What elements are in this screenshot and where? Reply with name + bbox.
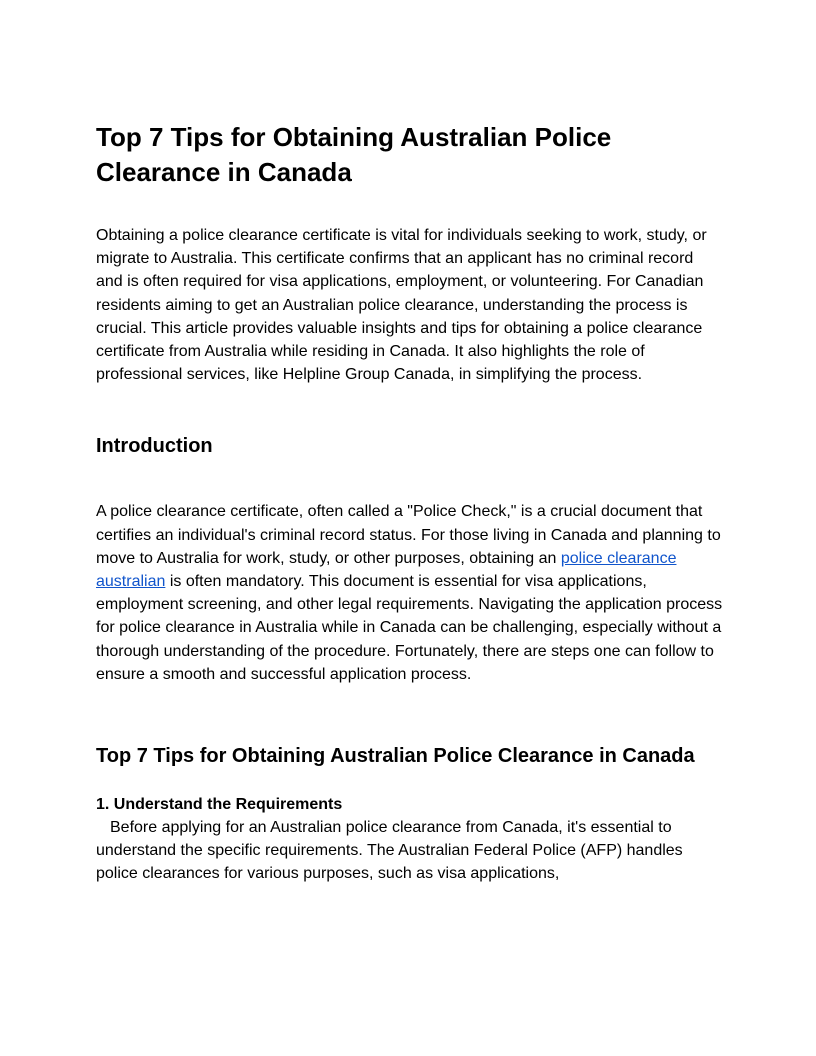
tips-section-heading: Top 7 Tips for Obtaining Australian Police Clearance in Canada <box>96 745 695 768</box>
document-page <box>96 120 724 886</box>
police-clearance-australian-link[interactable]: police clearance australian <box>96 549 677 591</box>
intro-paragraph: Obtaining a police clearance certificate is vital for individuals seeking to work, study, or migrate to Australia. This certificate confirms that an applicant has no criminal record and is often required for visa applications, employment, or volunteering. For Canadian residents aiming to get an Australian police clearance, understanding the process is crucial. This article provides valuable insights and tips for obtaining a police clearance certificate from Australia while residing in Canada. It also highlights the role of professional services, like Helpline Group Canada, in simplifying the process. <box>96 227 707 384</box>
tip-1-text: Before applying for an Australian police clearance from Canada, it's essential to understand the specific requirements. The Australian Federal Police (AFP) handles police clearances for various purposes, such as visa applications, <box>96 819 683 883</box>
introduction-text-after-link: is often mandatory. This document is essential for visa applications, employment screening, and other legal requirements. Navigating the application process for police clearance in Australia while in Canada can be challenging, especially without a thorough understanding of the procedure. Fortunately, there are steps one can follow to ensure a smooth and successful application process. <box>96 573 723 683</box>
tip-1-heading: 1. Understand the Requirements <box>96 796 343 814</box>
introduction-heading: Introduction <box>96 435 213 458</box>
introduction-text-before-link: A police clearance certificate, often called a "Police Check," is a crucial document that certifies an individual's criminal record status. For those living in Canada and planning to move to Australia for work, study, or other purposes, obtaining an <box>96 503 721 567</box>
document-title: Top 7 Tips for Obtaining Australian Police Clearance in Canada <box>96 122 612 187</box>
introduction-paragraph <box>96 500 724 686</box>
tip-1-paragraph <box>96 816 724 886</box>
